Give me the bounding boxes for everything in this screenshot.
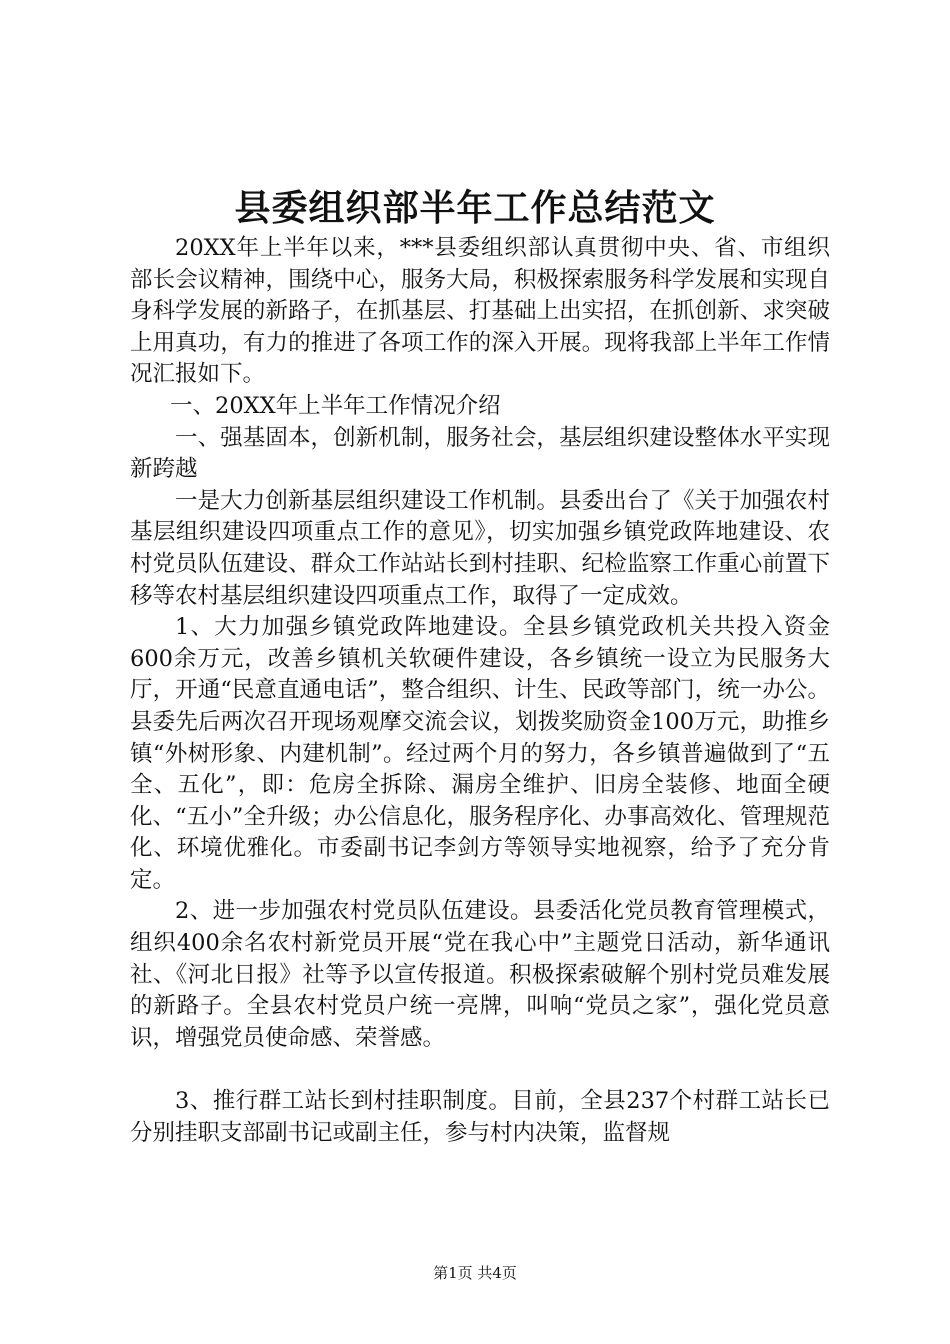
page-footer: 第1页 共4页 [433, 1264, 517, 1282]
list-item-2: 2、进一步加强农村党员队伍建设。县委活化党员教育管理模式，组织400余名农村新党员开展“党在我心中”主题党日活动，新华通讯社、《河北日报》社等予以宣传报道。积极探索破解个别村党员难发展的新路子。全县农村党员户统一亮牌，叫响“党员之家”，强化党员意识，增强党员使命感、荣誉感。 [130, 898, 830, 1051]
document-body [130, 233, 830, 1149]
intro-paragraph: 20XX年上半年以来，***县委组织部认真贯彻中央、省、市组织部长会议精神，围绕中心，服务大局，积极探索服务科学发展和实现自身科学发展的新路子，在抓基层、打基础上出实招，在抓创新、求突破上用真功，有力的推进了各项工作的深入开展。现将我部上半年工作情况汇报如下。 [130, 235, 830, 388]
paragraph-spacer [130, 1054, 830, 1086]
section-heading: 一、20XX年上半年工作情况介绍 [170, 392, 501, 419]
list-item-1: 1、大力加强乡镇党政阵地建设。全县乡镇党政机关共投入资金600余万元，改善乡镇机关软硬件建设，各乡镇统一设立为民服务大厅，开通“民意直通电话”，整合组织、计生、民政等部门，统一办公。县委先后两次召开现场观摩交流会议，划拨奖励资金100万元，助推乡镇“外树形象、内建机制”。经过两个月的努力，各乡镇普遍做到了“五全、五化”，即：危房全拆除、漏房全维护、旧房全装修、地面全硬化、“五小”全升级；办公信息化，服务程序化、办事高效化、管理规范化、环境优雅化。市委副书记李剑方等领导实地视察，给予了充分肯定。 [130, 614, 830, 893]
list-item-3: 3、推行群工站长到村挂职制度。目前，全县237个村群工站长已分别挂职支部副书记或副主任，参与村内决策，监督规 [130, 1088, 830, 1146]
body-paragraph: 一是大力创新基层组织建设工作机制。县委出台了《关于加强农村基层组织建设四项重点工作的意见》，切实加强乡镇党政阵地建设、农村党员队伍建设、群众工作站站长到村挂职、纪检监察工作重心前置下移等农村基层组织建设四项重点工作，取得了一定成效。 [130, 487, 830, 609]
document-title: 县委组织部半年工作总结范文 [234, 187, 716, 229]
subsection-heading: 一、强基固本，创新机制，服务社会，基层组织建设整体水平实现新跨越 [130, 424, 830, 483]
